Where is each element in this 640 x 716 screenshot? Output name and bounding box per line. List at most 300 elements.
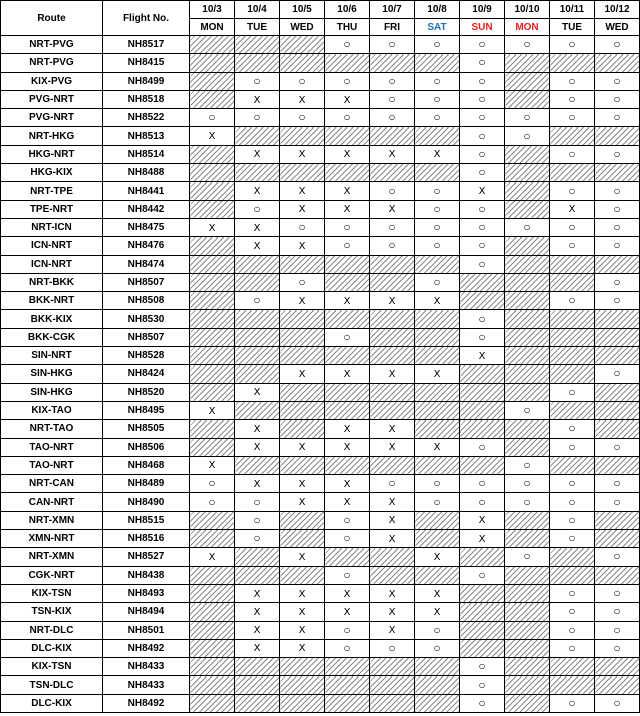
cancelled-mark-icon: X — [298, 204, 306, 216]
operating-mark-icon: ○ — [613, 640, 621, 655]
cancelled-cell — [370, 420, 415, 438]
operating-cell — [550, 621, 595, 639]
route-cell: TSN-DLC — [1, 676, 103, 694]
operating-mark-icon: ○ — [343, 73, 351, 88]
table-row — [1, 676, 640, 694]
operating-mark-icon: ○ — [568, 183, 576, 198]
operating-cell — [325, 566, 370, 584]
operating-mark-icon: ○ — [523, 128, 531, 143]
cancelled-cell — [235, 383, 280, 401]
flight-number-cell: NH8476 — [103, 237, 190, 255]
operating-mark-icon: ○ — [613, 604, 621, 619]
operating-cell — [280, 273, 325, 291]
operating-cell — [235, 72, 280, 90]
cancelled-mark-icon: X — [343, 295, 351, 307]
not-scheduled-cell — [280, 694, 325, 712]
operating-cell — [505, 493, 550, 511]
not-scheduled-cell — [415, 164, 460, 182]
not-scheduled-cell — [595, 658, 640, 676]
table-row — [1, 109, 640, 127]
cancelled-cell — [190, 401, 235, 419]
route-cell: ICN-NRT — [1, 255, 103, 273]
operating-cell — [415, 90, 460, 108]
table-row — [1, 383, 640, 401]
not-scheduled-cell — [370, 255, 415, 273]
not-scheduled-cell — [505, 383, 550, 401]
operating-mark-icon: ○ — [343, 531, 351, 546]
operating-mark-icon: ○ — [298, 110, 306, 125]
operating-cell — [550, 36, 595, 54]
operating-mark-icon: ○ — [568, 494, 576, 509]
operating-mark-icon: ○ — [568, 622, 576, 637]
operating-cell — [415, 639, 460, 657]
not-scheduled-cell — [505, 347, 550, 365]
not-scheduled-cell — [460, 621, 505, 639]
not-scheduled-cell — [190, 639, 235, 657]
flight-number-cell: NH8494 — [103, 603, 190, 621]
cancelled-cell — [190, 456, 235, 474]
flight-number-cell: NH8505 — [103, 420, 190, 438]
operating-cell — [550, 90, 595, 108]
route-cell: BKK-NRT — [1, 292, 103, 310]
operating-mark-icon: ○ — [388, 183, 396, 198]
table-row — [1, 164, 640, 182]
not-scheduled-cell — [280, 456, 325, 474]
not-scheduled-cell — [415, 310, 460, 328]
operating-cell — [370, 36, 415, 54]
cancelled-cell — [280, 365, 325, 383]
operating-mark-icon: ○ — [613, 238, 621, 253]
operating-mark-icon: ○ — [298, 220, 306, 235]
operating-mark-icon: ○ — [433, 92, 441, 107]
operating-mark-icon: ○ — [253, 110, 261, 125]
route-cell: PVG-NRT — [1, 90, 103, 108]
not-scheduled-cell — [415, 347, 460, 365]
not-scheduled-cell — [595, 383, 640, 401]
not-scheduled-cell — [550, 676, 595, 694]
operating-mark-icon: ○ — [568, 110, 576, 125]
not-scheduled-cell — [460, 603, 505, 621]
not-scheduled-cell — [505, 511, 550, 529]
operating-cell — [460, 127, 505, 145]
operating-cell — [505, 548, 550, 566]
operating-cell — [550, 511, 595, 529]
operating-cell — [460, 310, 505, 328]
cancelled-mark-icon: X — [208, 405, 216, 417]
not-scheduled-cell — [370, 401, 415, 419]
operating-cell — [595, 694, 640, 712]
operating-cell — [460, 218, 505, 236]
cancelled-cell — [325, 365, 370, 383]
operating-mark-icon: ○ — [343, 567, 351, 582]
operating-mark-icon: ○ — [523, 110, 531, 125]
not-scheduled-cell — [325, 548, 370, 566]
operating-mark-icon: ○ — [478, 439, 486, 454]
not-scheduled-cell — [505, 90, 550, 108]
cancelled-mark-icon: X — [343, 497, 351, 509]
cancelled-cell — [370, 603, 415, 621]
not-scheduled-cell — [190, 603, 235, 621]
cancelled-mark-icon: X — [298, 186, 306, 198]
flight-number-cell: NH8438 — [103, 566, 190, 584]
not-scheduled-cell — [325, 401, 370, 419]
cancelled-mark-icon: X — [343, 149, 351, 161]
operating-cell — [550, 530, 595, 548]
operating-cell — [235, 511, 280, 529]
not-scheduled-cell — [550, 310, 595, 328]
date-header: 10/9 — [460, 1, 505, 19]
cancelled-mark-icon: X — [253, 222, 261, 234]
flight-number-cell: NH8424 — [103, 365, 190, 383]
not-scheduled-cell — [235, 54, 280, 72]
operating-cell — [460, 566, 505, 584]
cancelled-cell — [325, 438, 370, 456]
not-scheduled-cell — [280, 310, 325, 328]
cancelled-mark-icon: X — [298, 94, 306, 106]
not-scheduled-cell — [505, 182, 550, 200]
cancelled-mark-icon: X — [388, 442, 396, 454]
table-row — [1, 273, 640, 291]
operating-cell — [550, 694, 595, 712]
not-scheduled-cell — [190, 72, 235, 90]
operating-cell — [550, 639, 595, 657]
operating-cell — [370, 109, 415, 127]
route-cell: KIX-TSN — [1, 658, 103, 676]
not-scheduled-cell — [595, 310, 640, 328]
operating-cell — [595, 237, 640, 255]
operating-mark-icon: ○ — [568, 640, 576, 655]
weekday-header: FRI — [370, 19, 415, 36]
not-scheduled-cell — [505, 200, 550, 218]
operating-cell — [415, 109, 460, 127]
not-scheduled-cell — [280, 54, 325, 72]
operating-mark-icon: ○ — [478, 165, 486, 180]
weekday-header: MON — [190, 19, 235, 36]
weekday-header: THU — [325, 19, 370, 36]
operating-cell — [235, 530, 280, 548]
not-scheduled-cell — [190, 310, 235, 328]
operating-cell — [460, 255, 505, 273]
operating-cell — [370, 72, 415, 90]
not-scheduled-cell — [505, 54, 550, 72]
route-cell: NRT-DLC — [1, 621, 103, 639]
operating-cell — [460, 237, 505, 255]
operating-mark-icon: ○ — [478, 128, 486, 143]
cancelled-mark-icon: X — [388, 423, 396, 435]
route-cell: TPE-NRT — [1, 200, 103, 218]
not-scheduled-cell — [505, 603, 550, 621]
cancelled-cell — [235, 218, 280, 236]
not-scheduled-cell — [415, 383, 460, 401]
not-scheduled-cell — [235, 347, 280, 365]
not-scheduled-cell — [460, 273, 505, 291]
cancelled-cell — [325, 475, 370, 493]
cancelled-mark-icon: X — [298, 588, 306, 600]
operating-mark-icon: ○ — [613, 549, 621, 564]
not-scheduled-cell — [505, 237, 550, 255]
cancelled-cell — [460, 182, 505, 200]
not-scheduled-cell — [235, 694, 280, 712]
cancelled-mark-icon: X — [208, 460, 216, 472]
operating-cell — [505, 218, 550, 236]
table-row — [1, 145, 640, 163]
not-scheduled-cell — [235, 328, 280, 346]
operating-cell — [595, 603, 640, 621]
operating-cell — [325, 639, 370, 657]
cancelled-mark-icon: X — [388, 497, 396, 509]
cancelled-mark-icon: X — [568, 204, 576, 216]
not-scheduled-cell — [415, 676, 460, 694]
not-scheduled-cell — [505, 438, 550, 456]
route-cell: HKG-NRT — [1, 145, 103, 163]
cancelled-mark-icon: X — [478, 186, 486, 198]
date-header: 10/11 — [550, 1, 595, 19]
flight-number-cell: NH8495 — [103, 401, 190, 419]
operating-mark-icon: ○ — [478, 201, 486, 216]
operating-cell — [325, 530, 370, 548]
operating-mark-icon: ○ — [253, 531, 261, 546]
table-header — [1, 1, 640, 36]
operating-mark-icon: ○ — [253, 293, 261, 308]
cancelled-mark-icon: X — [298, 240, 306, 252]
operating-mark-icon: ○ — [568, 238, 576, 253]
operating-mark-icon: ○ — [388, 92, 396, 107]
cancelled-cell — [280, 292, 325, 310]
not-scheduled-cell — [550, 347, 595, 365]
not-scheduled-cell — [280, 566, 325, 584]
table-row — [1, 639, 640, 657]
operating-cell — [595, 273, 640, 291]
not-scheduled-cell — [460, 383, 505, 401]
operating-cell — [550, 72, 595, 90]
operating-cell — [550, 109, 595, 127]
cancelled-cell — [235, 90, 280, 108]
header-row-dates — [1, 1, 640, 19]
operating-mark-icon: ○ — [208, 110, 216, 125]
not-scheduled-cell — [370, 456, 415, 474]
cancelled-cell — [325, 200, 370, 218]
route-cell: SIN-HKG — [1, 365, 103, 383]
not-scheduled-cell — [460, 292, 505, 310]
not-scheduled-cell — [595, 127, 640, 145]
flight-number-cell: NH8488 — [103, 164, 190, 182]
not-scheduled-cell — [505, 621, 550, 639]
operating-mark-icon: ○ — [433, 640, 441, 655]
flight-number-cell: NH8489 — [103, 475, 190, 493]
not-scheduled-cell — [505, 145, 550, 163]
operating-cell — [415, 200, 460, 218]
not-scheduled-cell — [460, 639, 505, 657]
table-row — [1, 566, 640, 584]
not-scheduled-cell — [370, 566, 415, 584]
operating-cell — [595, 475, 640, 493]
not-scheduled-cell — [235, 164, 280, 182]
operating-cell — [190, 109, 235, 127]
not-scheduled-cell — [460, 420, 505, 438]
cancelled-mark-icon: X — [253, 478, 261, 490]
not-scheduled-cell — [190, 328, 235, 346]
cancelled-cell — [325, 420, 370, 438]
operating-cell — [415, 218, 460, 236]
route-cell: BKK-CGK — [1, 328, 103, 346]
route-cell: TAO-NRT — [1, 456, 103, 474]
not-scheduled-cell — [505, 164, 550, 182]
operating-mark-icon: ○ — [568, 439, 576, 454]
weekday-header: SUN — [460, 19, 505, 36]
not-scheduled-cell — [190, 255, 235, 273]
operating-mark-icon: ○ — [433, 37, 441, 52]
not-scheduled-cell — [370, 548, 415, 566]
operating-mark-icon: ○ — [433, 183, 441, 198]
date-header: 10/12 — [595, 1, 640, 19]
cancelled-mark-icon: X — [298, 442, 306, 454]
not-scheduled-cell — [190, 54, 235, 72]
operating-mark-icon: ○ — [433, 238, 441, 253]
operating-mark-icon: ○ — [433, 622, 441, 637]
not-scheduled-cell — [190, 365, 235, 383]
table-row — [1, 493, 640, 511]
cancelled-mark-icon: X — [388, 204, 396, 216]
cancelled-mark-icon: X — [208, 131, 216, 143]
not-scheduled-cell — [190, 347, 235, 365]
not-scheduled-cell — [370, 273, 415, 291]
operating-mark-icon: ○ — [523, 549, 531, 564]
cancelled-mark-icon: X — [298, 478, 306, 490]
not-scheduled-cell — [280, 530, 325, 548]
cancelled-mark-icon: X — [343, 588, 351, 600]
cancelled-cell — [235, 182, 280, 200]
operating-cell — [595, 218, 640, 236]
cancelled-mark-icon: X — [478, 350, 486, 362]
operating-cell — [415, 493, 460, 511]
not-scheduled-cell — [325, 273, 370, 291]
weekday-header: MON — [505, 19, 550, 36]
operating-mark-icon: ○ — [568, 512, 576, 527]
route-cell: NRT-HKG — [1, 127, 103, 145]
operating-mark-icon: ○ — [523, 457, 531, 472]
operating-mark-icon: ○ — [478, 238, 486, 253]
route-cell: SIN-NRT — [1, 347, 103, 365]
not-scheduled-cell — [235, 127, 280, 145]
table-row — [1, 548, 640, 566]
flight-number-cell: NH8474 — [103, 255, 190, 273]
operating-mark-icon: ○ — [478, 695, 486, 710]
flight-number-cell: NH8517 — [103, 36, 190, 54]
not-scheduled-cell — [595, 164, 640, 182]
operating-mark-icon: ○ — [343, 220, 351, 235]
operating-cell — [460, 36, 505, 54]
operating-mark-icon: ○ — [613, 439, 621, 454]
not-scheduled-cell — [415, 401, 460, 419]
operating-mark-icon: ○ — [613, 366, 621, 381]
operating-cell — [460, 109, 505, 127]
cancelled-mark-icon: X — [388, 625, 396, 637]
operating-mark-icon: ○ — [478, 329, 486, 344]
not-scheduled-cell — [190, 658, 235, 676]
cancelled-mark-icon: X — [433, 551, 441, 563]
flight-column-header: Flight No. — [103, 1, 190, 36]
operating-cell — [595, 548, 640, 566]
cancelled-cell — [280, 438, 325, 456]
cancelled-mark-icon: X — [253, 186, 261, 198]
cancelled-cell — [460, 511, 505, 529]
not-scheduled-cell — [505, 273, 550, 291]
operating-mark-icon: ○ — [613, 275, 621, 289]
cancelled-cell — [415, 292, 460, 310]
table-row — [1, 310, 640, 328]
cancelled-cell — [235, 237, 280, 255]
cancelled-mark-icon: X — [253, 94, 261, 106]
date-header: 10/7 — [370, 1, 415, 19]
flight-number-cell: NH8433 — [103, 676, 190, 694]
not-scheduled-cell — [190, 694, 235, 712]
table-row — [1, 200, 640, 218]
table-row — [1, 328, 640, 346]
not-scheduled-cell — [325, 694, 370, 712]
operating-mark-icon: ○ — [478, 37, 486, 52]
table-row — [1, 438, 640, 456]
operating-cell — [190, 475, 235, 493]
not-scheduled-cell — [370, 127, 415, 145]
operating-mark-icon: ○ — [253, 512, 261, 527]
not-scheduled-cell — [505, 676, 550, 694]
operating-cell — [550, 218, 595, 236]
not-scheduled-cell — [505, 530, 550, 548]
cancelled-mark-icon: X — [298, 625, 306, 637]
cancelled-cell — [370, 493, 415, 511]
flight-number-cell: NH8433 — [103, 658, 190, 676]
operating-mark-icon: ○ — [478, 110, 486, 125]
not-scheduled-cell — [550, 548, 595, 566]
not-scheduled-cell — [550, 54, 595, 72]
not-scheduled-cell — [370, 383, 415, 401]
cancelled-cell — [370, 530, 415, 548]
weekday-header: SAT — [415, 19, 460, 36]
flight-number-cell: NH8492 — [103, 694, 190, 712]
cancelled-cell — [235, 475, 280, 493]
flight-number-cell: NH8506 — [103, 438, 190, 456]
operating-cell — [595, 365, 640, 383]
flight-number-cell: NH8516 — [103, 530, 190, 548]
operating-mark-icon: ○ — [433, 201, 441, 216]
cancelled-cell — [280, 237, 325, 255]
not-scheduled-cell — [280, 383, 325, 401]
flight-number-cell: NH8530 — [103, 310, 190, 328]
cancelled-cell — [280, 90, 325, 108]
operating-cell — [325, 218, 370, 236]
operating-cell — [550, 475, 595, 493]
operating-cell — [415, 237, 460, 255]
route-cell: DLC-KIX — [1, 694, 103, 712]
not-scheduled-cell — [370, 658, 415, 676]
not-scheduled-cell — [505, 328, 550, 346]
cancelled-cell — [370, 365, 415, 383]
table-row — [1, 584, 640, 602]
operating-cell — [325, 621, 370, 639]
operating-mark-icon: ○ — [478, 55, 486, 70]
operating-mark-icon: ○ — [478, 494, 486, 509]
cancelled-cell — [190, 218, 235, 236]
not-scheduled-cell — [595, 511, 640, 529]
not-scheduled-cell — [235, 658, 280, 676]
not-scheduled-cell — [235, 255, 280, 273]
operating-cell — [370, 90, 415, 108]
cancelled-mark-icon: X — [343, 368, 351, 380]
not-scheduled-cell — [235, 456, 280, 474]
operating-mark-icon: ○ — [613, 695, 621, 710]
not-scheduled-cell — [415, 530, 460, 548]
not-scheduled-cell — [550, 127, 595, 145]
